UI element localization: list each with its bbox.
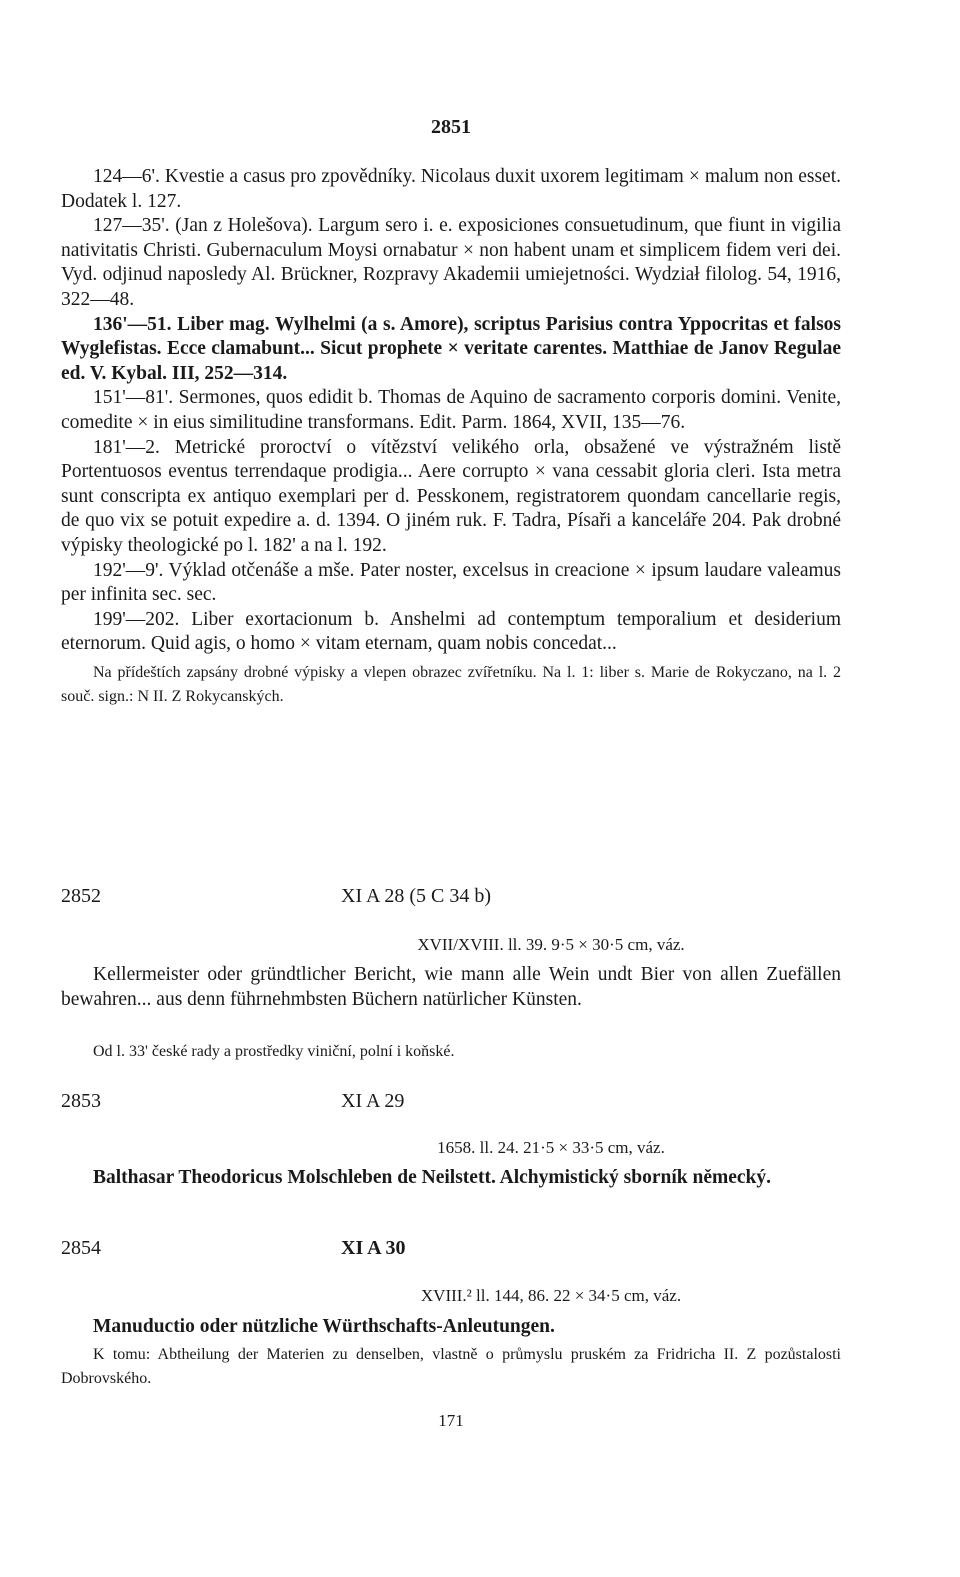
record-heading [61, 885, 841, 915]
record-title: Balthasar Theodoricus Molschleben de Neilstett. Alchymistický sborník německý. [93, 1167, 771, 1188]
entry-text: 124—6'. Kvestie a casus pro zpovědníky. Nicolaus duxit uxorem legitimam × malum non esset. Dodatek l. 127. [61, 166, 841, 212]
record-number: 2854 [61, 1237, 101, 1259]
entry-text: 181'—2. Metrické proroctví o vítězství velikého orla, obsažené ve výstražném listě Portentuosos eventus terrendaque prodigia... Aere corrupto × vana cessabit gloria cleri. Ista metra sunt conscripta ex antiquo exemplari per d. Pesskonem, registratorem quondam cancellarie regis, de quo vix se potuit expedire a. d. 1394. O jiném ruk. F. Tadra, Písaři a kanceláře 204. Pak drobné výpisky theologické po l. 182' a na l. 192. [61, 436, 841, 556]
record-heading [61, 1237, 841, 1267]
record-signature: XI A 30 [341, 1237, 406, 1259]
record-title: Kellermeister oder gründtlicher Bericht, wie mann alle Wein undt Bier von allen Zuefällen bewahren... aus denn führnehmbsten Büchern natürlicher Künsten. [61, 964, 841, 1010]
record-heading [61, 1090, 841, 1120]
record-signature: XI A 29 [341, 1090, 405, 1112]
entry-text: 136'—51. Liber mag. Wylhelmi (a s. Amore), scriptus Parisius contra Yppocritas et falsos Wyglefistas. Ecce clamabunt... Sicut prophete × veritate carentes. Matthiae de Janov Regulae ed. V. Kybal. III, 252—314. [61, 313, 841, 384]
entry-text: 151'—81'. Sermones, quos edidit b. Thomas de Aquino de sacramento corporis domini. Venite, comedite × in eius similitudine transformans. Edit. Parm. 1864, XVII, 135—76. [61, 387, 841, 433]
record-number: 2853 [61, 1090, 101, 1112]
record-physical: XVIII.² ll. 144, 86. 22 × 34·5 cm, váz. [420, 1286, 682, 1305]
record-note: Od l. 33' české rady a prostředky viniční, polní i koňské. [93, 1043, 455, 1060]
record-note: K tomu: Abtheilung der Materien zu denselben, vlastně o průmyslu pruském za Fridricha II. Z pozůstalosti Dobrovského. [61, 1346, 841, 1387]
entry-text: 127—35'. (Jan z Holešova). Largum sero i. e. exposiciones consuetudinum, que fiunt in vigilia nativitatis Christi. Gubernaculum Moysi ornabatur × non habent unam et simplicem fidem veri dei. Vyd. odjinud naposledy Al. Brückner, Rozpravy Akademii umiejetności. Wydział filolog. 54, 1916, 322—48. [61, 215, 841, 310]
page-number: 2851 [431, 116, 471, 138]
record-note: Na přídeštích zapsány drobné výpisky a vlepen obrazec zvířetníku. Na l. 1: liber s. Marie de Rokyczano, na l. 2 souč. sign.: N II. Z Rokycanských. [61, 663, 841, 705]
record-physical: 1658. ll. 24. 21·5 × 33·5 cm, váz. [437, 1138, 665, 1157]
record-number: 2852 [61, 885, 101, 907]
record-2851-body [61, 165, 841, 709]
folio-number: 171 [438, 1411, 464, 1430]
record-title: Manuductio oder nützliche Würthschafts-Anleutungen. [93, 1316, 555, 1337]
entry-text: 199'—202. Liber exortacionum b. Anshelmi ad contemptum temporalium et desiderium eternorum. Quid agis, o homo × vitam eternam, quam nobis concedat... [61, 608, 841, 655]
record-signature: XI A 28 (5 C 34 b) [341, 885, 491, 907]
record-physical: XVII/XVIII. ll. 39. 9·5 × 30·5 cm, váz. [417, 935, 685, 954]
entry-text: 192'—9'. Výklad otčenáše a mše. Pater noster, excelsus in creacione × ipsum laudare valeamus per infinita sec. sec. [61, 559, 841, 606]
